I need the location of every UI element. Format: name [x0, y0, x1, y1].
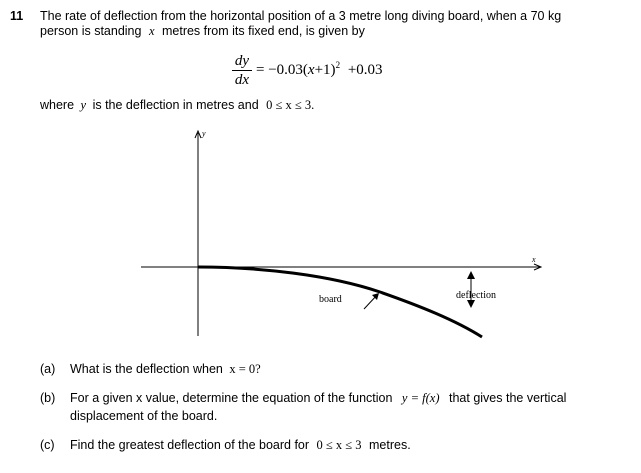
part-b-label: (b) [40, 391, 56, 405]
part-b-prompt-end: that gives the vertical [449, 391, 567, 405]
part-b-math: y = f(x) [401, 391, 440, 405]
part-b-line2: displacement of the board. [70, 409, 218, 423]
part-c-prompt: Find the greatest deflection of the board for [70, 438, 310, 452]
part-a-label: (a) [40, 362, 56, 376]
where-text-start: where [40, 98, 75, 112]
equation-rhs-part2: +1) [314, 62, 336, 78]
part-a-prompt: What is the deflection when [70, 362, 223, 376]
deflection-down-arrow-icon [467, 300, 475, 308]
board-label: board [319, 294, 342, 305]
where-text-middle: is the deflection in metres and [92, 98, 259, 112]
where-range: 0 ≤ x ≤ 3. [266, 98, 315, 112]
part-c-text [70, 438, 411, 453]
deflection-up-arrow-icon [467, 271, 475, 279]
deflection-label: deflection [456, 290, 496, 301]
part-c-prompt-end: metres. [369, 438, 411, 452]
equation-rhs-part1: = −0.03( [256, 62, 308, 78]
part-b-prompt: For a given x value, determine the equation of the function [70, 391, 393, 405]
part-b-text [70, 391, 566, 406]
intro-text-end: metres from its fixed end, is given by [161, 24, 365, 38]
intro-text-start: person is standing [40, 24, 142, 38]
part-a-math: x = 0? [229, 362, 261, 376]
intro-variable-x: x [148, 24, 155, 38]
fraction-numerator: dy [234, 53, 250, 69]
equation-exponent: 2 [335, 60, 341, 70]
fraction-denominator: dx [234, 72, 250, 88]
question-intro-line1: The rate of deflection from the horizontal position of a 3 metre long diving board, when a 70 kg [40, 9, 562, 23]
question-number: 11 [10, 9, 24, 23]
equation-rhs-part3: +0.03 [347, 62, 383, 78]
x-axis-label: x [532, 255, 536, 264]
part-c-label: (c) [40, 438, 55, 452]
y-axis-label: y [202, 129, 206, 138]
where-variable-y: y [80, 98, 87, 112]
equation-variable-x: x [307, 62, 315, 78]
part-a-text [70, 362, 261, 377]
part-c-math: 0 ≤ x ≤ 3 [316, 438, 362, 452]
